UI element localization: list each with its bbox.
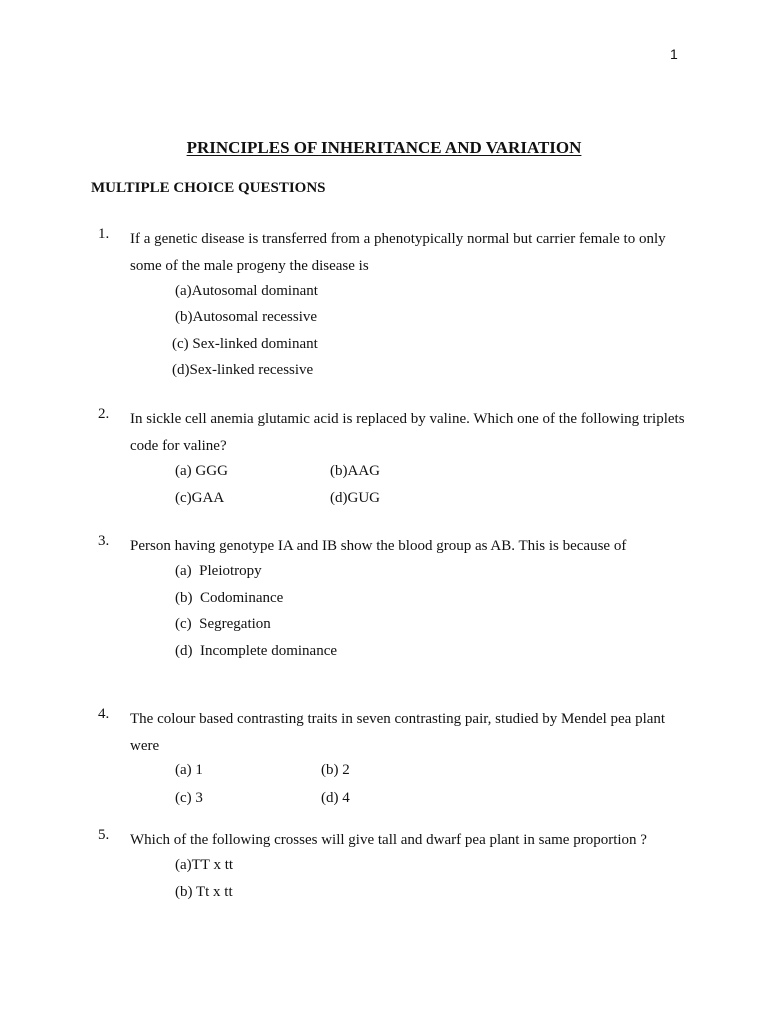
- option-d: (d)Sex-linked recessive: [172, 362, 314, 378]
- document-title: PRINCIPLES OF INHERITANCE AND VARIATION: [186, 138, 582, 157]
- option-d: (d)GUG: [330, 490, 380, 506]
- option-a: (a) Pleiotropy: [175, 563, 262, 579]
- question-number: 3.: [98, 533, 110, 549]
- question-text: If a genetic disease is transferred from a phenotypically normal but carrier female to only some of the male progeny the disease is: [130, 231, 666, 274]
- option-c: (c) 3: [175, 790, 203, 806]
- page-number: 1: [670, 46, 678, 62]
- question-text: The colour based contrasting traits in seven contrasting pair, studied by Mendel pea plant were: [130, 711, 666, 754]
- option-a: (a)Autosomal dominant: [175, 283, 318, 299]
- question-number: 5.: [98, 827, 110, 843]
- option-d: (d) 4: [321, 790, 350, 806]
- option-b: (b) 2: [321, 762, 350, 778]
- option-a: (a) 1: [175, 762, 203, 778]
- section-heading: MULTIPLE CHOICE QUESTIONS: [91, 180, 326, 196]
- option-b: (b)AAG: [330, 463, 380, 479]
- option-b: (b) Codominance: [175, 590, 284, 606]
- question-number: 2.: [98, 406, 110, 422]
- question-number: 1.: [98, 226, 110, 242]
- question-text: In sickle cell anemia glutamic acid is replaced by valine. Which one of the following triplets code for valine?: [130, 411, 685, 454]
- question-number: 4.: [98, 706, 110, 722]
- option-a: (a) GGG: [175, 463, 228, 479]
- option-b: (b) Tt x tt: [175, 884, 233, 900]
- option-c: (c)GAA: [175, 490, 225, 506]
- option-b: (b)Autosomal recessive: [175, 309, 318, 325]
- option-c: (c) Sex-linked dominant: [172, 336, 318, 352]
- question-text: Person having genotype IA and IB show the blood group as AB. This is because of: [130, 538, 627, 554]
- question-text: Which of the following crosses will give tall and dwarf pea plant in same proportion ?: [130, 832, 647, 848]
- option-d: (d) Incomplete dominance: [175, 643, 338, 659]
- option-a: (a)TT x tt: [175, 857, 234, 873]
- option-c: (c) Segregation: [175, 616, 271, 632]
